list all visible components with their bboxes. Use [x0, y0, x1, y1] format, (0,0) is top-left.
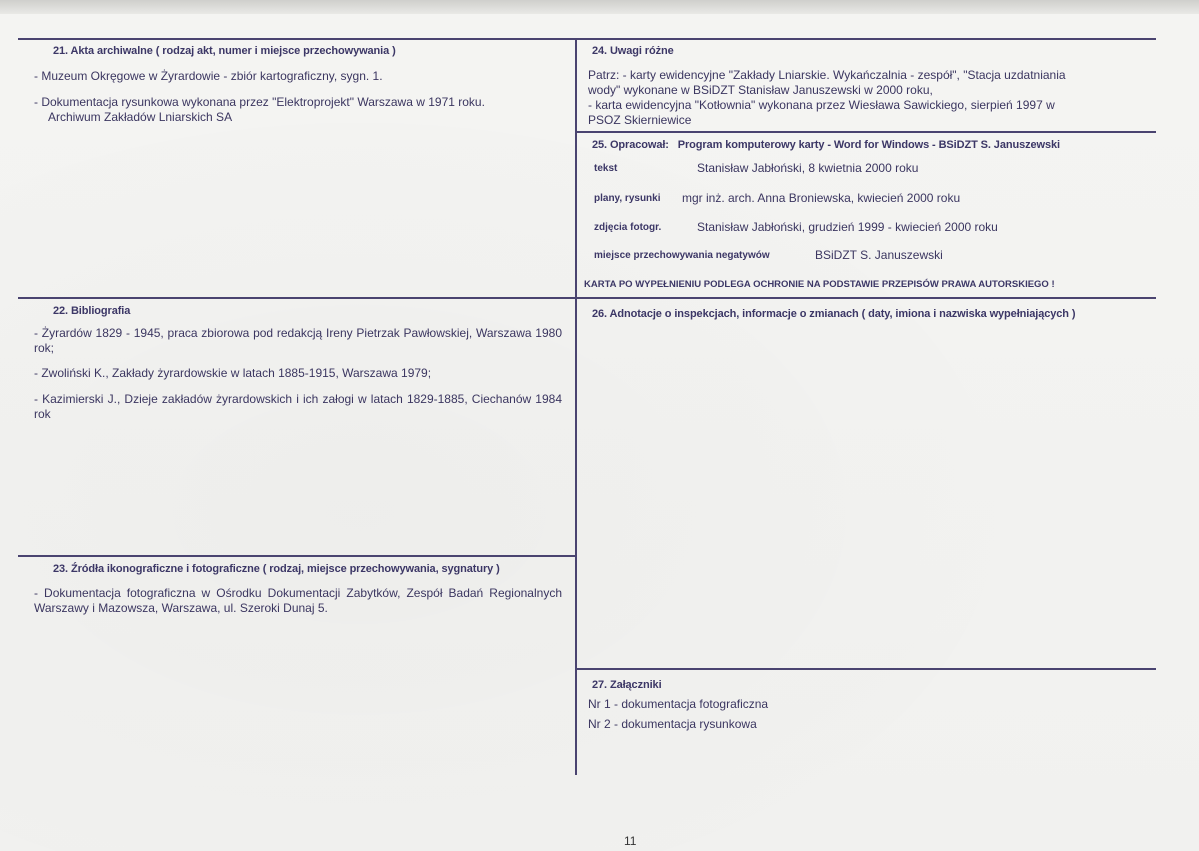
credit-label-negatives: miejsce przechowywania negatywów [594, 250, 770, 261]
section-21-item-2: - Dokumentacja rysunkowa wykonana przez "Elektroprojekt" Warszawa w 1971 roku. [34, 95, 485, 109]
section-27-item-1: Nr 1 - dokumentacja fotograficzna [588, 697, 769, 711]
section-24-line-3: - karta ewidencyjna "Kotłownia" wykonana przez Wiesława Sawickiego, sierpień 1997 w [588, 98, 1055, 112]
section-25-title: 25. Opracował: Program komputerowy karty - Word for Windows - BSiDZT S. Januszewski [592, 139, 1060, 151]
credit-label-drawings: plany, rysunki [594, 193, 661, 204]
section-22-item-3: - Kazimierski J., Dzieje zakładów żyrardowskich i ich załogi w latach 1829-1885, Ciechanów 1984 rok [34, 392, 562, 421]
credit-value-negatives: BSiDZT S. Januszewski [815, 248, 943, 262]
section-21-item-2-cont: Archiwum Zakładów Lniarskich SA [48, 110, 233, 124]
section-23-title: 23. Źródła ikonograficzne i fotograficzne ( rodzaj, miejsce przechowywania, sygnatury ) [53, 563, 500, 575]
section-24-title: 24. Uwagi różne [592, 45, 674, 57]
section-26-title: 26. Adnotacje o inspekcjach, informacje o zmianach ( daty, imiona i nazwiska wypełniających ) [592, 308, 1076, 320]
section-23-item-1: - Dokumentacja fotograficzna w Ośrodku Dokumentacji Zabytków, Zespół Badań Regionalnych Warszawy i Mazowsza, Warszawa, ul. Szeroki Dunaj 5. [34, 586, 562, 615]
divider-25-26 [576, 297, 1156, 299]
credit-value-photos: Stanisław Jabłoński, grudzień 1999 - kwiecień 2000 roku [697, 220, 998, 234]
section-22-title: 22. Bibliografia [53, 305, 131, 317]
copyright-notice: KARTA PO WYPEŁNIENIU PODLEGA OCHRONIE NA PODSTAWIE PRZEPISÓW PRAWA AUTORSKIEGO ! [584, 279, 1055, 290]
section-22-item-1: - Żyrardów 1829 - 1945, praca zbiorowa pod redakcją Ireny Pietrzak Pawłowskiej, Warszawa 1980 rok; [34, 326, 562, 355]
section-22-item-2: - Zwoliński K., Zakłady żyrardowskie w latach 1885-1915, Warszawa 1979; [34, 366, 432, 380]
credit-value-drawings: mgr inż. arch. Anna Broniewska, kwiecień 2000 roku [682, 191, 961, 205]
column-divider [575, 38, 577, 775]
divider-21-22 [18, 297, 576, 299]
divider-24-25 [576, 131, 1156, 133]
section-24-line-2: wody" wykonane w BSiDZT Stanisław Januszewski w 2000 roku, [588, 83, 933, 97]
credit-label-photos: zdjęcia fotogr. [594, 222, 662, 233]
section-24-line-4: PSOZ Skierniewice [588, 113, 692, 127]
credit-label-text: tekst [594, 163, 618, 174]
credit-value-text: Stanisław Jabłoński, 8 kwietnia 2000 roku [697, 161, 919, 175]
divider-26-27 [576, 668, 1156, 670]
section-27-item-2: Nr 2 - dokumentacja rysunkowa [588, 717, 757, 731]
page-mark: 11 [624, 834, 637, 848]
section-27-title: 27. Załączniki [592, 679, 662, 691]
section-21-item-1: - Muzeum Okręgowe w Żyrardowie - zbiór kartograficzny, sygn. 1. [34, 69, 383, 83]
section-21-title: 21. Akta archiwalne ( rodzaj akt, numer i miejsce przechowywania ) [53, 45, 396, 57]
top-border-right [576, 38, 1156, 40]
divider-22-23 [18, 555, 576, 557]
top-border-left [18, 38, 576, 40]
scan-top-edge [0, 0, 1199, 14]
section-24-line-1: Patrz: - karty ewidencyjne "Zakłady Lniarskie. Wykańczalnia - zespół", "Stacja uzdatniania [588, 68, 1066, 82]
